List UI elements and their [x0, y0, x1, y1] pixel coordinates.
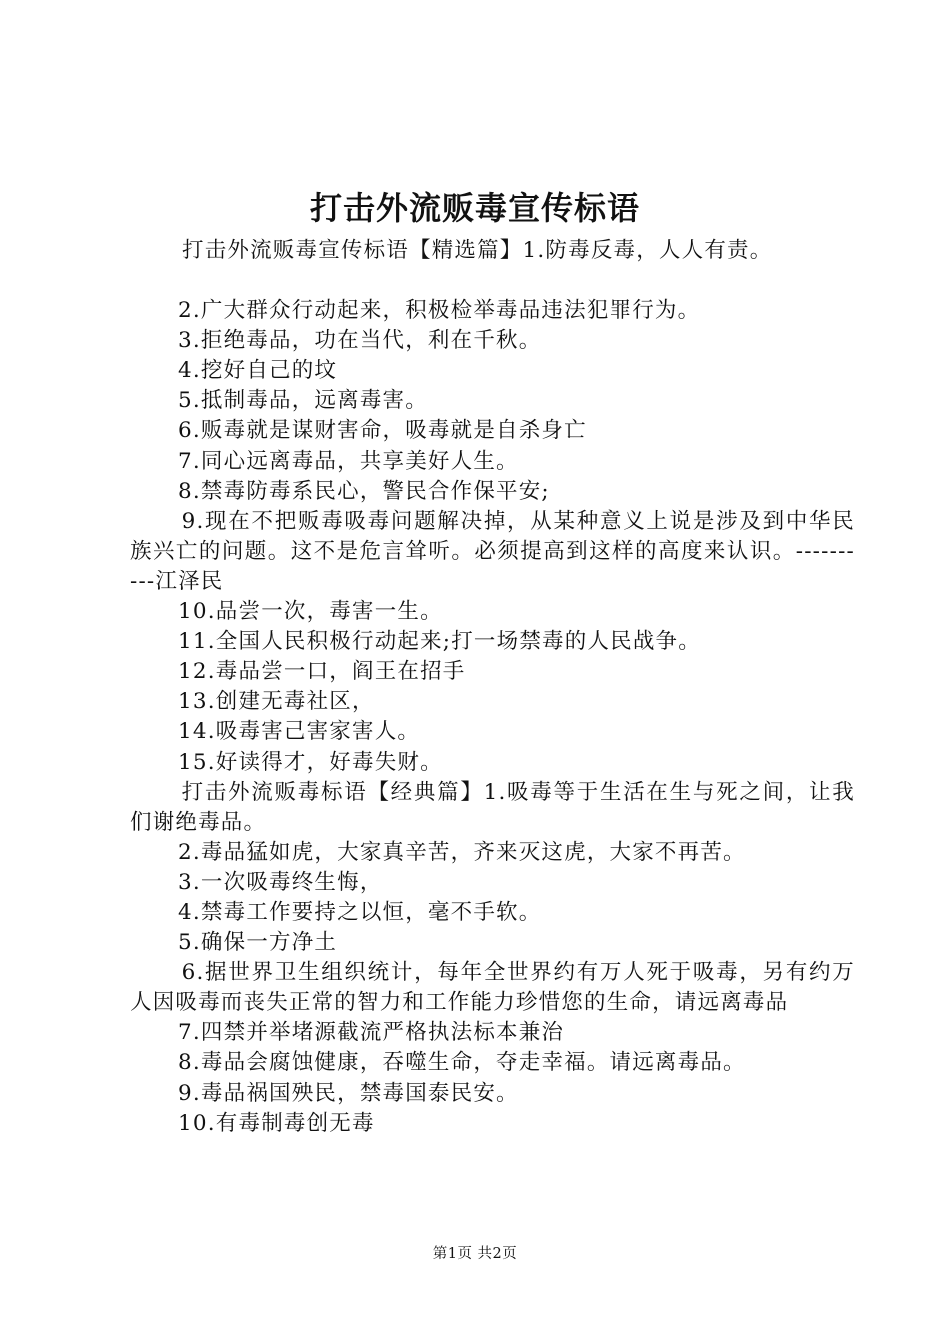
slogan-item: 4.挖好自己的坟 — [178, 358, 338, 384]
slogan-item: 6.贩毒就是谋财害命，吸毒就是自杀身亡 — [178, 418, 587, 444]
slogan-item-quote: 9.现在不把贩毒吸毒问题解决掉，从某种意义上说是涉及到中华民族兴亡的问题。这不是危言耸听。必须提高到这样的高度来认识。----------江泽民 — [130, 508, 855, 594]
slogan-item: 9.毒品祸国殃民，禁毒国泰民安。 — [178, 1080, 519, 1106]
paragraph-intro-classic: 打击外流贩毒标语【经典篇】1.吸毒等于生活在生与死之间，让我们谢绝毒品。 — [130, 779, 855, 835]
page-number-footer: 第1页 共2页 — [432, 1246, 518, 1262]
slogan-item: 11.全国人民积极行动起来;打一场禁毒的人民战争。 — [178, 629, 701, 655]
slogan-item: 12.毒品尝一口，阎王在招手 — [178, 659, 466, 685]
slogan-item: 15.好读得才，好毒失财。 — [178, 749, 443, 775]
slogan-item: 7.四禁并举堵源截流严格执法标本兼治 — [178, 1020, 565, 1046]
slogan-item-statistics: 6.据世界卫生组织统计，每年全世界约有万人死于吸毒，另有约万人因吸毒而丧失正常的智力和工作能力珍惜您的生命，请远离毒品 — [130, 960, 855, 1016]
document-title: 打击外流贩毒宣传标语 — [309, 189, 640, 227]
slogan-item: 8.禁毒防毒系民心，警民合作保平安; — [178, 478, 550, 504]
slogan-item: 5.确保一方净土 — [178, 930, 338, 956]
document-body — [130, 236, 855, 1139]
slogan-item: 10.品尝一次，毒害一生。 — [178, 599, 443, 625]
slogan-item: 13.创建无毒社区， — [178, 689, 375, 715]
slogan-item: 5.抵制毒品，远离毒害。 — [178, 388, 428, 414]
slogan-item: 14.吸毒害己害家害人。 — [178, 719, 421, 745]
slogan-item: 2.毒品猛如虎，大家真辛苦，齐来灭这虎，大家不再苦。 — [178, 839, 746, 865]
slogan-item: 10.有毒制毒创无毒 — [178, 1110, 375, 1136]
slogan-item: 7.同心远离毒品，共享美好人生。 — [178, 448, 519, 474]
slogan-item: 8.毒品会腐蚀健康，吞噬生命，夺走幸福。请远离毒品。 — [178, 1050, 746, 1076]
slogan-item: 3.一次吸毒终生悔， — [178, 869, 383, 895]
slogan-item: 4.禁毒工作要持之以恒，毫不手软。 — [178, 899, 542, 925]
slogan-item: 2.广大群众行动起来，积极检举毒品违法犯罪行为。 — [178, 298, 701, 324]
slogan-item: 3.拒绝毒品，功在当代，利在千秋。 — [178, 328, 542, 354]
paragraph-intro-selected: 打击外流贩毒宣传标语【精选篇】1.防毒反毒，人人有责。 — [182, 238, 773, 263]
